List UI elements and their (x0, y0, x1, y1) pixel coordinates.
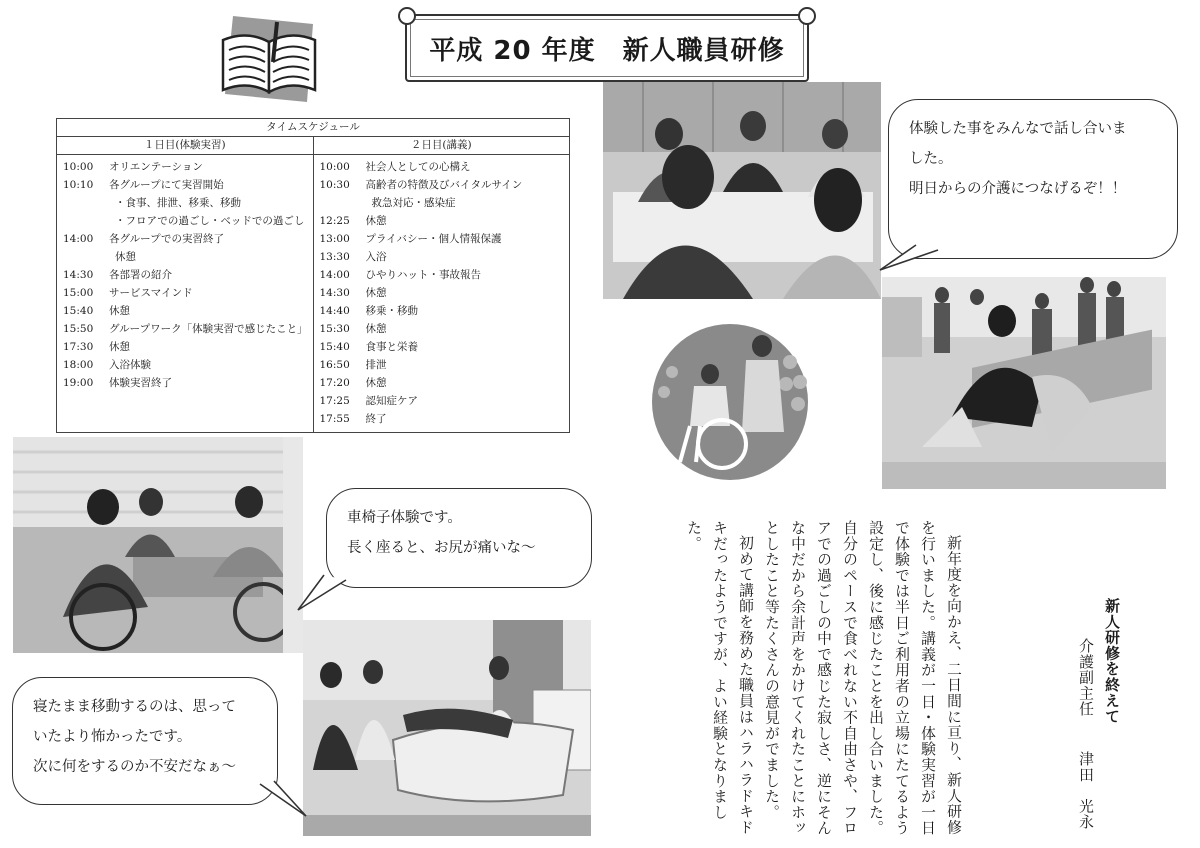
schedule-item: プライバシー・個人情報保護 (365, 233, 502, 245)
title-banner (405, 14, 809, 82)
schedule-time: 13:30 (319, 251, 350, 263)
schedule-table (56, 118, 570, 433)
photo-transfer-training (882, 277, 1166, 489)
schedule-time: 15:50 (63, 323, 94, 335)
day2-row (314, 284, 570, 302)
schedule-item: グループワーク「体験実習で感じたこと」 (109, 323, 308, 335)
article-paragraph-1: 新年度を向かえ、二日間に亘り、新人研修を行いました。講義が一日・体験実習が一日で体験では半日ご利用者の立場にたてるよう設定し、後に感じたことを出し合いました。自分のペースで食べれない不自由さや、フロアでの過ごしの中で感じた寂しさ、逆にそんな中だから余計声をかけてくれたことにホッとしたこと等たくさんの意見がでました。 (763, 520, 962, 836)
schedule-time: 15:30 (319, 323, 350, 335)
schedule-item: ・食事、排泄、移乗、移動 (115, 197, 241, 209)
day1-row (57, 158, 313, 176)
day2-row (314, 410, 570, 428)
schedule-item: 高齢者の特徴及びバイタルサイン (365, 179, 523, 191)
day2-row (314, 338, 570, 356)
schedule-time: 10:00 (63, 161, 94, 173)
schedule-time (57, 212, 109, 230)
bubble-tail-discussion (876, 244, 946, 274)
bubble-tail-bath (252, 780, 312, 820)
schedule-time: 10:00 (319, 161, 350, 173)
article-paragraph-2: 初めて講師を務めた職員はハラハラドキドキだったようですが、よい経験となりました。 (685, 520, 754, 835)
bubble-tail-wheelchair (296, 574, 356, 614)
bubble-wheelchair-line-1: 車椅子体験です。 (347, 510, 462, 526)
schedule-item: サービスマインド (109, 287, 193, 299)
bubble-bath-line-1: 寝たまま移動するのは、思って (33, 699, 236, 715)
day1-row (57, 302, 313, 320)
schedule-time (57, 248, 109, 266)
photo-group-discussion (603, 82, 881, 299)
article-byline (1072, 598, 1124, 830)
article-body (680, 520, 966, 838)
schedule-item: 各グループでの実習終了 (109, 233, 224, 245)
schedule-item: 終了 (365, 413, 387, 425)
schedule-time: 18:00 (63, 359, 94, 371)
schedule-item: 休憩 (109, 305, 130, 317)
schedule-item: 救急対応・感染症 (371, 197, 456, 209)
schedule-time: 14:40 (319, 305, 350, 317)
schedule-time: 10:30 (319, 179, 350, 191)
open-book-icon (215, 10, 325, 105)
wheelchair-caregiver-illustration (650, 322, 810, 482)
schedule-time: 10:10 (63, 179, 94, 191)
schedule-time: 17:55 (319, 413, 350, 425)
schedule-day2-rows (314, 155, 570, 428)
bubble-discussion-line-2: した。 (909, 151, 953, 167)
day1-row (57, 356, 313, 374)
author-name: 津田 光永 (1077, 751, 1094, 830)
bubble-bath-line-2: いたより怖かったです。 (33, 729, 192, 745)
speech-bubble-wheelchair (326, 488, 592, 588)
schedule-day1-rows (57, 155, 313, 392)
page-title: 平成 20 年度 新人職員研修 (429, 35, 785, 66)
schedule-item: ひやりハット・事故報告 (365, 269, 481, 281)
schedule-item: 社会人としての心構え (365, 161, 471, 173)
day1-row (57, 230, 313, 248)
schedule-item: 認知症ケア (365, 395, 418, 407)
schedule-time: 14:30 (319, 287, 350, 299)
schedule-item: 休憩 (365, 215, 387, 227)
day2-row (314, 320, 570, 338)
bubble-wheelchair-line-2: 長く座ると、お尻が痛いな～ (347, 540, 536, 556)
schedule-item: 入浴 (365, 251, 387, 263)
schedule-day1-heading: １日目(体験実習) (57, 137, 313, 155)
schedule-time: 17:25 (319, 395, 350, 407)
schedule-time: 17:30 (63, 341, 94, 353)
schedule-item: 休憩 (115, 251, 136, 263)
schedule-time: 14:00 (63, 233, 94, 245)
schedule-item: 休憩 (109, 341, 130, 353)
day2-row (314, 356, 570, 374)
day2-row (314, 158, 570, 176)
schedule-item: 体験実習終了 (109, 377, 172, 389)
schedule-item: 食事と栄養 (365, 341, 418, 353)
schedule-item: 入浴体験 (109, 359, 151, 371)
day2-row (314, 176, 570, 194)
day1-row (57, 338, 313, 356)
schedule-time: 14:30 (63, 269, 94, 281)
speech-bubble-discussion (888, 99, 1178, 259)
schedule-time: 13:00 (319, 233, 350, 245)
schedule-item: 休憩 (365, 287, 387, 299)
schedule-time: 15:00 (63, 287, 94, 299)
schedule-item: 移乗・移動 (365, 305, 418, 317)
day1-row (57, 266, 313, 284)
day2-row (314, 302, 570, 320)
day2-row (314, 392, 570, 410)
schedule-title: タイムスケジュール (57, 119, 569, 137)
day1-row (57, 176, 313, 194)
bubble-bath-line-3: 次に何をするのか不安だなぁ～ (33, 759, 236, 775)
article-heading: 新人研修を終えて (1103, 598, 1120, 725)
schedule-time: 17:20 (319, 377, 350, 389)
day2-row (314, 230, 570, 248)
bubble-discussion-line-3: 明日からの介護につなげるぞ！！ (909, 181, 1127, 197)
schedule-time (57, 194, 109, 212)
schedule-day1-column (57, 137, 313, 432)
schedule-item: ・フロアでの過ごし・ベッドでの過ごし (115, 215, 305, 227)
schedule-time: 19:00 (63, 377, 94, 389)
schedule-time: 15:40 (319, 341, 350, 353)
author-role: 介護副主任 (1077, 638, 1094, 717)
day1-row (57, 248, 313, 266)
photo-bath-experience (303, 620, 591, 836)
day1-row (57, 212, 313, 230)
day2-row (314, 374, 570, 392)
schedule-time: 16:50 (319, 359, 350, 371)
day1-row (57, 284, 313, 302)
schedule-item: オリエンテーション (109, 161, 203, 173)
schedule-day2-heading: ２日目(講義) (314, 137, 570, 155)
schedule-item: 排泄 (365, 359, 387, 371)
day2-row (314, 248, 570, 266)
schedule-time: 15:40 (63, 305, 94, 317)
schedule-day2-column (313, 137, 570, 432)
schedule-item: 各グループにて実習開始 (109, 179, 224, 191)
day1-row (57, 374, 313, 392)
schedule-time: 12:25 (319, 215, 350, 227)
schedule-item: 休憩 (365, 377, 387, 389)
day1-row (57, 320, 313, 338)
schedule-time (314, 194, 366, 212)
schedule-item: 各部署の紹介 (109, 269, 172, 281)
bubble-discussion-line-1: 体験した事をみんなで話し合いま (909, 121, 1127, 137)
speech-bubble-bath (12, 677, 278, 805)
day2-row (314, 266, 570, 284)
schedule-time: 14:00 (319, 269, 350, 281)
day2-row (314, 194, 570, 212)
day1-row (57, 194, 313, 212)
day2-row (314, 212, 570, 230)
photo-wheelchair-dining (13, 437, 303, 653)
schedule-item: 休憩 (365, 323, 387, 335)
